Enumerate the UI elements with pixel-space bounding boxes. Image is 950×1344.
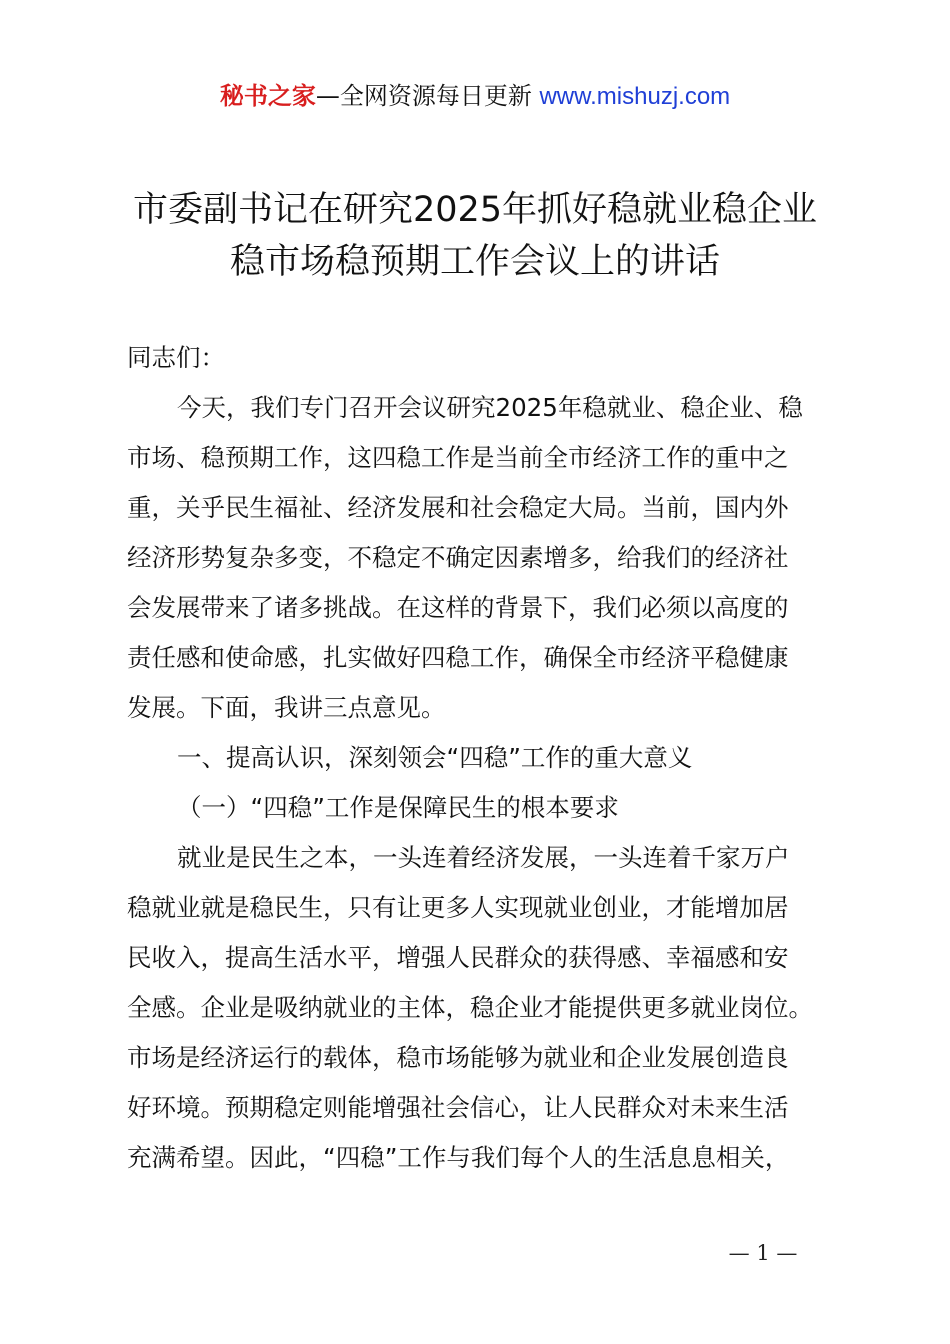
paragraph-line: 就业是民生之本，一头连着经济发展，一头连着千家万户 xyxy=(177,843,790,872)
salutation: 同志们： xyxy=(127,343,225,372)
paragraph-line: 全感。企业是吸纳就业的主体，稳企业才能提供更多就业岗位。 xyxy=(127,993,813,1022)
page-number: — 1 — xyxy=(728,1241,798,1265)
paragraph-line: 会发展带来了诸多挑战。在这样的背景下，我们必须以高度的 xyxy=(127,593,789,622)
site-brand: 秘书之家 xyxy=(219,82,316,110)
paragraph-line: 重，关乎民生福祉、经济发展和社会稳定大局。当前，国内外 xyxy=(127,493,789,522)
paragraph-line: 责任感和使命感，扎实做好四稳工作，确保全市经济平稳健康 xyxy=(127,643,789,672)
title-line-2: 稳市场稳预期工作会议上的讲话 xyxy=(229,242,720,282)
site-header xyxy=(0,79,950,114)
subsection-heading: （一）“四稳”工作是保障民生的根本要求 xyxy=(177,793,619,822)
paragraph-line: 发展。下面，我讲三点意见。 xyxy=(127,693,446,722)
paragraph-line: 充满希望。因此，“四稳”工作与我们每个人的生活息息相关， xyxy=(127,1143,790,1172)
section-heading: 一、提高认识，深刻领会“四稳”工作的重大意义 xyxy=(177,743,693,772)
document-title xyxy=(100,184,850,288)
paragraph-line: 市场是经济运行的载体，稳市场能够为就业和企业发展创造良 xyxy=(127,1043,789,1072)
document-body xyxy=(127,333,835,1183)
site-tagline: —全网资源每日更新 xyxy=(315,82,532,110)
paragraph-line: 好环境。预期稳定则能增强社会信心，让人民群众对未来生活 xyxy=(127,1093,789,1122)
paragraph-line: 市场、稳预期工作，这四稳工作是当前全市经济工作的重中之 xyxy=(127,443,789,472)
paragraph-line: 稳就业就是稳民生，只有让更多人实现就业创业，才能增加居 xyxy=(127,893,789,922)
paragraph-line: 今天，我们专门召开会议研究2025年稳就业、稳企业、稳 xyxy=(177,393,803,422)
title-line-1: 市委副书记在研究2025年抓好稳就业稳企业 xyxy=(132,190,818,230)
paragraph-line: 经济形势复杂多变，不稳定不确定因素增多，给我们的经济社 xyxy=(127,543,789,572)
site-url-link[interactable]: www.mishuzj.com xyxy=(539,83,731,110)
paragraph-line: 民收入，提高生活水平，增强人民群众的获得感、幸福感和安 xyxy=(127,943,789,972)
